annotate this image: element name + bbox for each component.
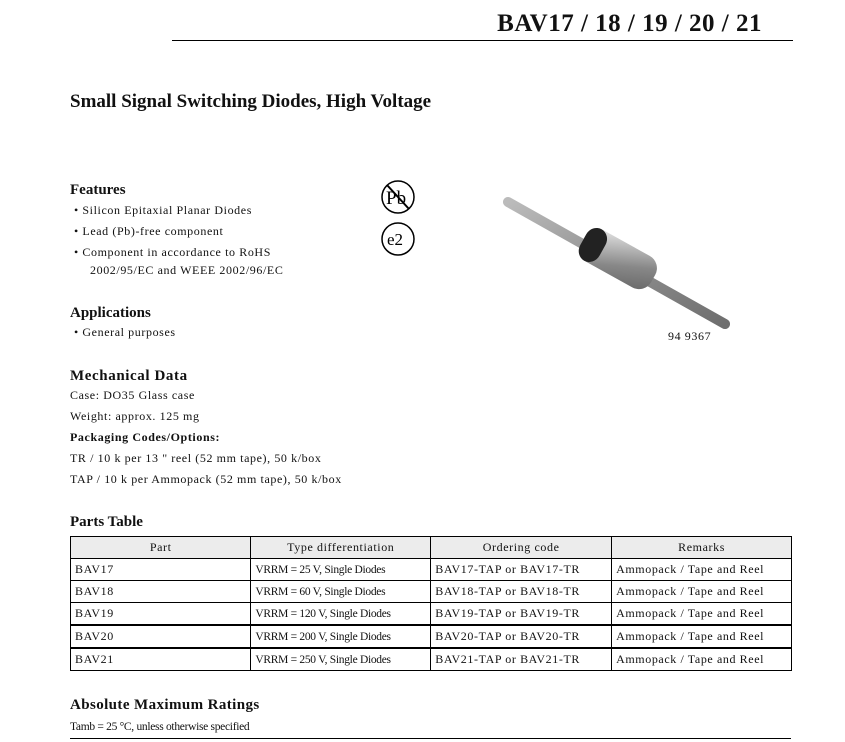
remarks-cell: Ammopack / Tape and Reel: [612, 581, 792, 603]
case-text: Case: DO35 Glass case: [70, 388, 195, 402]
part-cell: BAV20: [71, 625, 251, 648]
feature-item: 2002/95/EC and WEEE 2002/96/EC: [90, 263, 284, 277]
applications-section: [70, 305, 176, 343]
ordering-cell: BAV20-TAP or BAV20-TR: [431, 625, 612, 648]
remarks-cell: Ammopack / Tape and Reel: [612, 625, 792, 648]
col-header: Type differentiation: [251, 537, 431, 559]
weight-text: Weight: approx. 125 mg: [70, 409, 200, 423]
part-cell: BAV19: [71, 603, 251, 626]
ratings-heading: Absolute Maximum Ratings: [70, 697, 260, 713]
ratings-note: Tamb = 25 °C, unless otherwise specified: [70, 721, 250, 733]
document-title: BAV17 / 18 / 19 / 20 / 21: [497, 10, 762, 37]
feature-item: • Lead (Pb)-free component: [74, 224, 224, 238]
type-cell: VRRM = 200 V, Single Diodes: [251, 625, 431, 648]
remarks-cell: Ammopack / Tape and Reel: [612, 603, 792, 626]
part-cell: BAV21: [71, 648, 251, 671]
col-header: Ordering code: [431, 537, 612, 559]
remarks-cell: Ammopack / Tape and Reel: [612, 559, 792, 581]
type-cell: VRRM = 60 V, Single Diodes: [251, 581, 431, 603]
table-row: [71, 581, 792, 603]
footer-rule: [70, 738, 791, 739]
applications-heading: Applications: [70, 305, 151, 321]
feature-item: • Component in accordance to RoHS: [74, 245, 271, 259]
lead-free-icon: [380, 180, 420, 260]
table-row: [71, 625, 792, 648]
ordering-cell: BAV19-TAP or BAV19-TR: [431, 603, 612, 626]
part-cell: BAV18: [71, 581, 251, 603]
features-section: [70, 182, 283, 278]
document-subtitle: Small Signal Switching Diodes, High Voltage: [70, 91, 432, 112]
type-cell: VRRM = 120 V, Single Diodes: [251, 603, 431, 626]
mechanical-heading: Mechanical Data: [70, 368, 188, 384]
diode-image: [490, 180, 740, 330]
packaging-tr: TR / 10 k per 13 " reel (52 mm tape), 50 k/box: [70, 451, 322, 465]
features-heading: Features: [70, 182, 126, 198]
remarks-cell: Ammopack / Tape and Reel: [612, 648, 792, 671]
feature-item: • Silicon Epitaxial Planar Diodes: [74, 203, 252, 217]
col-header: Part: [71, 537, 251, 559]
figure-code: 94 9367: [668, 329, 712, 343]
table-row: [71, 559, 792, 581]
mechanical-section: [70, 368, 342, 490]
parts-table-heading: Parts Table: [70, 514, 143, 530]
packaging-tap: TAP / 10 k per Ammopack (52 mm tape), 50 k/box: [70, 472, 342, 486]
svg-text:e2: e2: [387, 230, 404, 249]
application-item: • General purposes: [74, 325, 176, 339]
part-cell: BAV17: [71, 559, 251, 581]
header-rule: [172, 40, 793, 41]
ordering-cell: BAV17-TAP or BAV17-TR: [431, 559, 612, 581]
table-row: [71, 648, 792, 671]
ordering-cell: BAV21-TAP or BAV21-TR: [431, 648, 612, 671]
table-row: [71, 603, 792, 626]
packaging-heading: Packaging Codes/Options:: [70, 430, 221, 444]
svg-text:Pb: Pb: [386, 188, 407, 209]
table-header-row: [71, 537, 792, 559]
parts-table: [70, 536, 792, 671]
type-cell: VRRM = 250 V, Single Diodes: [251, 648, 431, 671]
ordering-cell: BAV18-TAP or BAV18-TR: [431, 581, 612, 603]
col-header: Remarks: [612, 537, 792, 559]
type-cell: VRRM = 25 V, Single Diodes: [251, 559, 431, 581]
